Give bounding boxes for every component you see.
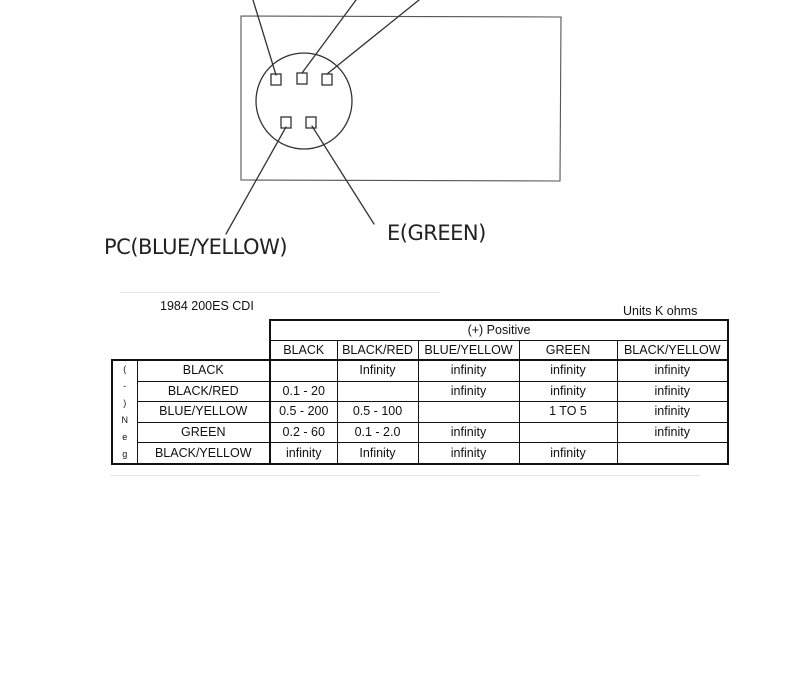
row-header: BLACK/YELLOW xyxy=(137,443,270,464)
table-cell: Infinity xyxy=(337,443,418,464)
table-cell: 0.2 - 60 xyxy=(270,422,337,443)
cdi-unit-outline xyxy=(241,16,561,181)
table-cell: infinity xyxy=(519,360,617,381)
table-cell xyxy=(617,443,728,464)
lead-line-e xyxy=(312,126,374,224)
table-cell: infinity xyxy=(270,443,337,464)
table-cell: infinity xyxy=(617,402,728,423)
row-header: BLACK/RED xyxy=(137,381,270,402)
corner-blank xyxy=(137,341,270,361)
corner-blank xyxy=(137,320,270,341)
scan-artifact xyxy=(120,292,440,293)
table-cell: Infinity xyxy=(337,360,418,381)
lead-line-2 xyxy=(302,0,356,73)
table-cell xyxy=(519,422,617,443)
lead-line-1 xyxy=(253,0,276,75)
table-cell: infinity xyxy=(617,422,728,443)
table-cell: infinity xyxy=(519,381,617,402)
table-cell xyxy=(418,402,519,423)
column-header: BLUE/YELLOW xyxy=(418,341,519,361)
units-label: Units K ohms xyxy=(623,304,698,318)
pin-2 xyxy=(297,73,307,84)
column-header: BLACK xyxy=(270,341,337,361)
table-cell: infinity xyxy=(418,381,519,402)
table-cell xyxy=(337,381,418,402)
resistance-table xyxy=(111,319,729,465)
row-header: BLACK xyxy=(137,360,270,381)
row-header: BLUE/YELLOW xyxy=(137,402,270,423)
corner-blank xyxy=(112,320,137,341)
table-cell xyxy=(270,360,337,381)
pc-label: PC(BLUE/YELLOW) xyxy=(104,235,288,259)
pin-3 xyxy=(322,74,332,85)
table-cell: infinity xyxy=(418,443,519,464)
table-cell: infinity xyxy=(519,443,617,464)
e-label: E(GREEN) xyxy=(387,221,486,245)
table-cell: infinity xyxy=(617,381,728,402)
negative-header: ( - ) N e g xyxy=(112,360,137,464)
lead-line-3 xyxy=(327,0,419,74)
table-cell: 0.1 - 20 xyxy=(270,381,337,402)
table-cell: 1 TO 5 xyxy=(519,402,617,423)
table-cell: infinity xyxy=(617,360,728,381)
table-cell: infinity xyxy=(418,360,519,381)
column-header: GREEN xyxy=(519,341,617,361)
table-cell: 0.1 - 2.0 xyxy=(337,422,418,443)
pin-5 xyxy=(306,117,316,128)
corner-blank xyxy=(112,341,137,361)
table-cell: 0.5 - 100 xyxy=(337,402,418,423)
scan-artifact xyxy=(110,475,700,476)
table-cell: infinity xyxy=(418,422,519,443)
document-title: 1984 200ES CDI xyxy=(160,299,254,313)
column-header: BLACK/RED xyxy=(337,341,418,361)
column-header: BLACK/YELLOW xyxy=(617,341,728,361)
positive-header: (+) Positive xyxy=(270,320,728,341)
connector-circle xyxy=(256,53,352,149)
connector-diagram xyxy=(0,0,793,300)
row-header: GREEN xyxy=(137,422,270,443)
pin-4 xyxy=(281,117,291,128)
table-cell: 0.5 - 200 xyxy=(270,402,337,423)
